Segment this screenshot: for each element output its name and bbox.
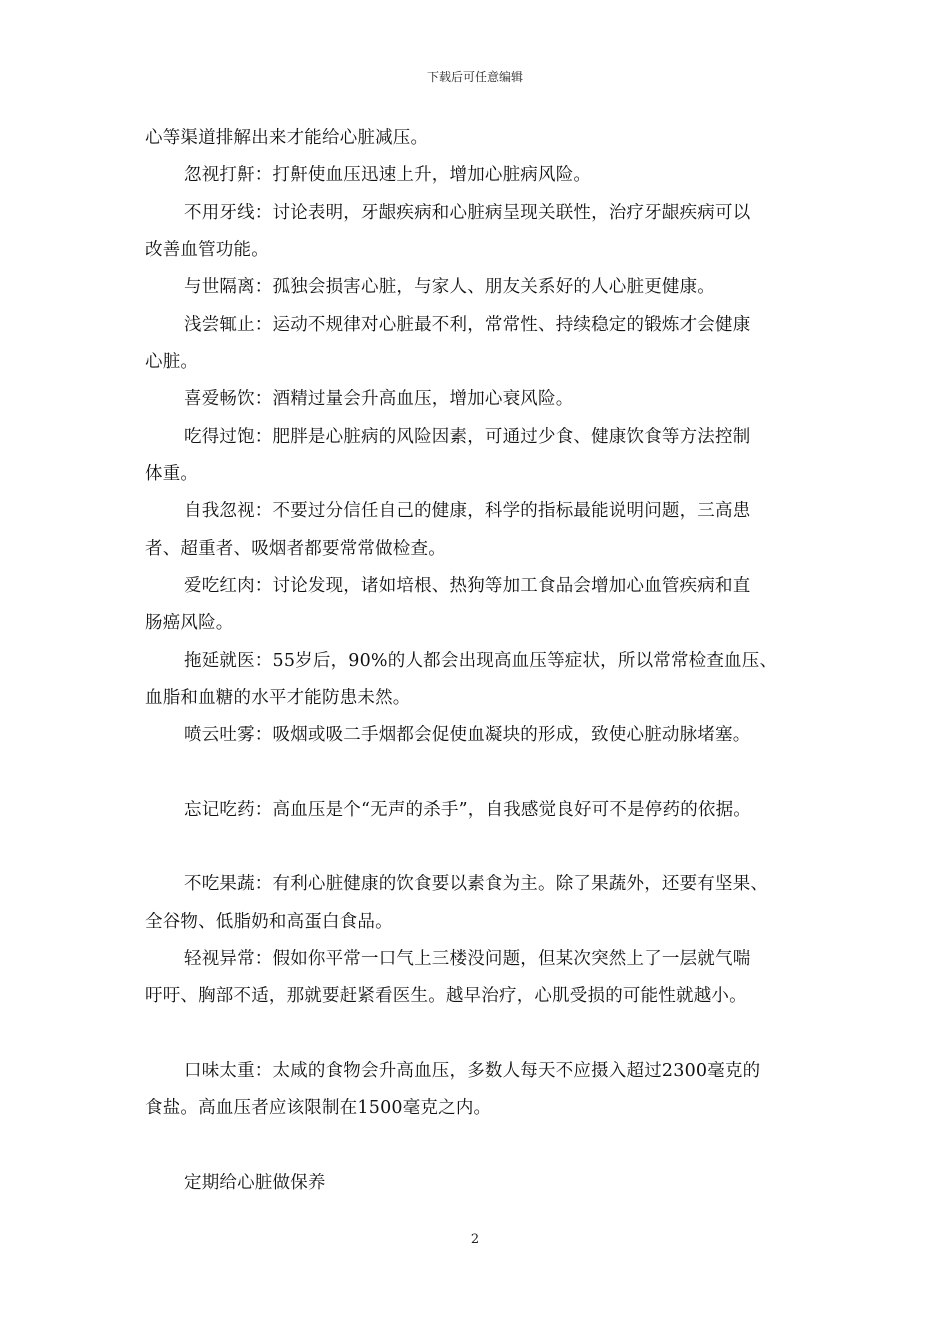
text-line: 喜爱畅饮：酒精过量会升高血压，增加心衰风险。: [184, 389, 574, 409]
text-line: 改善血管功能。: [145, 240, 269, 260]
text-line: 体重。: [145, 464, 199, 484]
text-line: 不用牙线：讨论表明，牙龈疾病和心脏病呈现关联性，治疗牙龈疾病可以: [184, 203, 751, 223]
text-line: 口味太重：太咸的食物会升高血压，多数人每天不应摄入超过2300毫克的: [184, 1061, 761, 1081]
text-line: 忽视打鼾：打鼾使血压迅速上升，增加心脏病风险。: [184, 165, 592, 185]
text-line: 浅尝辄止：运动不规律对心脏最不利，常常性、持续稳定的锻炼才会健康: [184, 315, 751, 335]
text-line: 血脂和血糖的水平才能防患未然。: [145, 688, 411, 708]
page-number: 2: [470, 1232, 480, 1247]
text-line: 者、超重者、吸烟者都要常常做检查。: [145, 539, 446, 559]
section-heading: 定期给心脏做保养: [184, 1173, 326, 1193]
text-line: 自我忽视：不要过分信任自己的健康，科学的指标最能说明问题，三高患: [184, 501, 751, 521]
text-line: 不吃果蔬：有利心脏健康的饮食要以素食为主。除了果蔬外，还要有坚果、: [184, 874, 769, 894]
text-line: 吁吁、胸部不适，那就要赶紧看医生。越早治疗，心肌受损的可能性就越小。: [145, 986, 747, 1006]
text-line: 心等渠道排解出来才能给心脏减压。: [145, 128, 429, 148]
text-line: 拖延就医：55岁后，90%的人都会出现高血压等症状，所以常常检查血压、: [184, 651, 778, 671]
text-line: 与世隔离：孤独会损害心脏，与家人、朋友关系好的人心脏更健康。: [184, 277, 715, 297]
text-line: 忘记吃药：高血压是个“无声的杀手”，自我感觉良好可不是停药的依据。: [184, 800, 751, 820]
text-line: 心脏。: [145, 352, 199, 372]
text-line: 吃得过饱：肥胖是心脏病的风险因素，可通过少食、健康饮食等方法控制: [184, 427, 751, 447]
text-line: 食盐。高血压者应该限制在1500毫克之内。: [145, 1098, 492, 1118]
text-line: 爱吃红肉：讨论发现，诸如培根、热狗等加工食品会增加心血管疾病和直: [184, 576, 751, 596]
text-line: 肠癌风险。: [145, 613, 234, 633]
text-line: 全谷物、低脂奶和高蛋白食品。: [145, 912, 393, 932]
page-header-note: 下载后可任意编辑: [426, 70, 523, 84]
text-line: 喷云吐雾：吸烟或吸二手烟都会促使血凝块的形成，致使心脏动脉堵塞。: [184, 725, 751, 745]
text-line: 轻视异常：假如你平常一口气上三楼没问题，但某次突然上了一层就气喘: [184, 949, 751, 969]
